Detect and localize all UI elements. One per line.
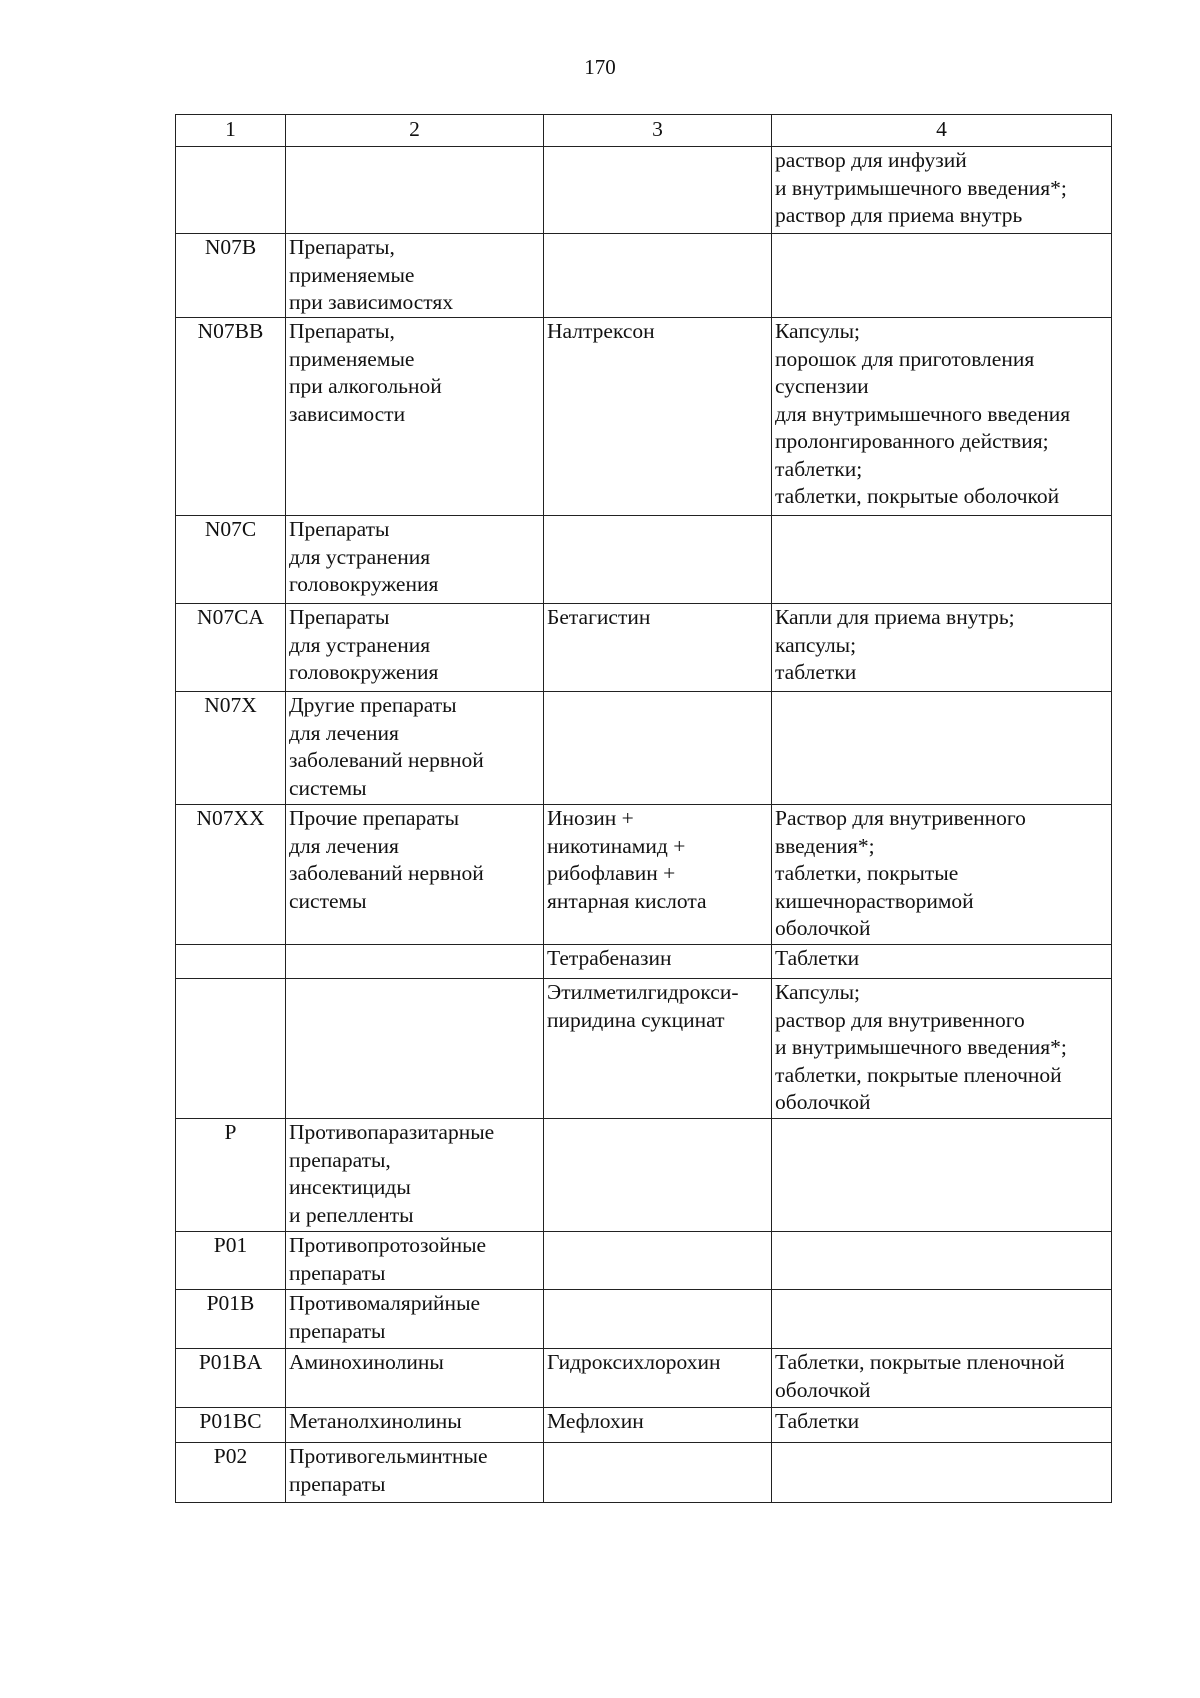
cell-text-line: при зависимостях [289,290,454,314]
table-row [176,805,1112,945]
table-row [176,1349,1112,1408]
cell-text-line: Капли для приема внутрь; [775,605,1015,629]
cell-text-line: кишечнорастворимой [775,888,974,913]
cell-text-line: и внутримышечного введения*; [775,175,1067,200]
group-name-cell [286,318,544,516]
atc-code-cell: P [176,1119,286,1232]
group-name-cell [286,1290,544,1349]
group-name-cell [286,692,544,805]
dosage-forms-cell [772,604,1112,692]
atc-code-cell: N07B [176,234,286,318]
cell-text-line: Бетагистин [547,605,651,629]
group-name-cell [286,604,544,692]
cell-text-line: оболочкой [775,1377,871,1402]
cell-text-line: Капсулы; [775,319,861,343]
cell-text-line: таблетки; [775,456,863,481]
cell-text-line: Противогельминтные [289,1444,488,1468]
atc-code-cell: N07BB [176,318,286,516]
cell-text-line: Метанолхинолины [289,1409,462,1433]
cell-text-line: Противопротозойные [289,1233,487,1257]
group-name-cell [286,1349,544,1408]
group-name-cell [286,1119,544,1232]
medicines-table [175,114,1112,1503]
dosage-forms-cell [772,979,1112,1119]
dosage-forms-cell [772,1290,1112,1349]
cell-text-line: препараты [289,1318,386,1343]
cell-text-line: Препараты [289,517,390,541]
table-row [176,1443,1112,1503]
dosage-forms-cell [772,1408,1112,1443]
column-header: 2 [286,115,544,147]
atc-code-cell: P01B [176,1290,286,1349]
dosage-forms-cell [772,1232,1112,1290]
group-name-cell [286,234,544,318]
cell-text-line: никотинамид + [547,833,686,858]
cell-text-line: Мефлохин [547,1409,644,1433]
cell-text-line: головокружения [289,572,439,596]
table-row [176,234,1112,318]
table-row [176,692,1112,805]
drug-name-cell [544,604,772,692]
drug-name-cell [544,1119,772,1232]
cell-text-line: таблетки, покрытые пленочной [775,1062,1062,1087]
drug-name-cell [544,979,772,1119]
page-number: 170 [584,55,616,79]
drug-name-cell [544,1290,772,1349]
drug-name-cell [544,147,772,234]
cell-text-line: Другие препараты [289,693,457,717]
cell-text-line: порошок для приготовления [775,346,1035,371]
cell-text-line: при алкогольной [289,374,442,398]
atc-code-cell: N07C [176,516,286,604]
drug-name-cell [544,1443,772,1503]
cell-text-line: Таблетки [775,946,860,970]
cell-text-line: для лечения [289,833,399,858]
atc-code-cell: P01BA [176,1349,286,1408]
drug-name-cell [544,234,772,318]
group-name-cell [286,1408,544,1443]
cell-text-line: для лечения [289,720,399,745]
cell-text-line: Раствор для внутривенного [775,806,1026,830]
table-header-row [176,115,1112,147]
table-row [176,1290,1112,1349]
cell-text-line: применяемые [289,346,415,371]
cell-text-line: Таблетки [775,1409,860,1433]
column-header: 3 [544,115,772,147]
cell-text-line: Противопаразитарные [289,1120,495,1144]
atc-code-cell: N07CA [176,604,286,692]
cell-text-line: заболеваний нервной [289,748,484,772]
dosage-forms-cell [772,805,1112,945]
cell-text-line: Препараты, [289,319,395,343]
cell-text-line: пролонгированного действия; [775,429,1049,453]
cell-text-line: янтарная кислота [547,888,707,913]
dosage-forms-cell [772,1349,1112,1408]
table-row [176,147,1112,234]
cell-text-line: таблетки, покрытые [775,861,959,885]
cell-text-line: Аминохинолины [289,1350,444,1374]
atc-code-cell: P01BC [176,1408,286,1443]
cell-text-line: головокружения [289,660,439,684]
group-name-cell [286,979,544,1119]
cell-text-line: капсулы; [775,632,857,657]
cell-text-line: инсектициды [289,1175,411,1199]
cell-text-line: оболочкой [775,1090,871,1114]
cell-text-line: Противомалярийные [289,1291,481,1315]
drug-name-cell [544,1349,772,1408]
dosage-forms-cell [772,147,1112,234]
column-header: 4 [772,115,1112,147]
dosage-forms-cell [772,1443,1112,1503]
atc-code-cell [176,979,286,1119]
group-name-cell [286,147,544,234]
cell-text-line: введения*; [775,833,875,858]
table-row [176,979,1112,1119]
dosage-forms-cell [772,318,1112,516]
dosage-forms-cell [772,692,1112,805]
drug-name-cell [544,516,772,604]
cell-text-line: системы [289,888,367,913]
cell-text-line: препараты, [289,1147,391,1172]
drug-name-cell [544,692,772,805]
cell-text-line: и внутримышечного введения*; [775,1035,1067,1059]
drug-name-cell [544,318,772,516]
table-row [176,516,1112,604]
cell-text-line: Тетрабеназин [547,946,672,970]
cell-text-line: Препараты, [289,235,395,259]
cell-text-line: Гидроксихлорохин [547,1350,721,1374]
cell-text-line: Налтрексон [547,319,655,343]
cell-text-line: оболочкой [775,916,871,940]
cell-text-line: системы [289,775,367,800]
cell-text-line: раствор для инфузий [775,148,967,172]
cell-text-line: препараты [289,1471,386,1496]
cell-text-line: заболеваний нервной [289,861,484,885]
cell-text-line: Этилметилгидрокси- [547,980,739,1004]
atc-code-cell: N07X [176,692,286,805]
dosage-forms-cell [772,234,1112,318]
cell-text-line: суспензии [775,374,869,398]
drug-name-cell [544,1232,772,1290]
drug-name-cell [544,945,772,979]
group-name-cell [286,516,544,604]
atc-code-cell: P01 [176,1232,286,1290]
table-body [176,147,1112,1503]
atc-code-cell [176,147,286,234]
table-row [176,945,1112,979]
group-name-cell [286,1443,544,1503]
dosage-forms-cell [772,945,1112,979]
cell-text-line: таблетки [775,660,857,684]
column-header: 1 [176,115,286,147]
atc-code-cell: P02 [176,1443,286,1503]
cell-text-line: рибофлавин + [547,861,676,885]
table-row [176,1408,1112,1443]
dosage-forms-cell [772,516,1112,604]
atc-code-cell [176,945,286,979]
cell-text-line: Таблетки, покрытые пленочной [775,1350,1065,1374]
cell-text-line: раствор для внутривенного [775,1007,1025,1032]
group-name-cell [286,945,544,979]
cell-text-line: зависимости [289,401,406,426]
cell-text-line: Инозин + [547,806,634,830]
cell-text-line: пиридина сукцинат [547,1007,725,1032]
group-name-cell [286,805,544,945]
table-row [176,1119,1112,1232]
cell-text-line: для устранения [289,632,431,657]
cell-text-line: препараты [289,1260,386,1285]
dosage-forms-cell [772,1119,1112,1232]
table-row [176,1232,1112,1290]
drug-name-cell [544,805,772,945]
cell-text-line: применяемые [289,262,415,287]
cell-text-line: для устранения [289,544,431,569]
drug-name-cell [544,1408,772,1443]
cell-text-line: таблетки, покрытые оболочкой [775,484,1060,508]
cell-text-line: Препараты [289,605,390,629]
cell-text-line: и репелленты [289,1202,414,1227]
atc-code-cell: N07XX [176,805,286,945]
cell-text-line: Капсулы; [775,980,861,1004]
cell-text-line: раствор для приема внутрь [775,203,1023,227]
table-row [176,318,1112,516]
group-name-cell [286,1232,544,1290]
cell-text-line: для внутримышечного введения [775,401,1071,426]
cell-text-line: Прочие препараты [289,806,460,830]
table-row [176,604,1112,692]
